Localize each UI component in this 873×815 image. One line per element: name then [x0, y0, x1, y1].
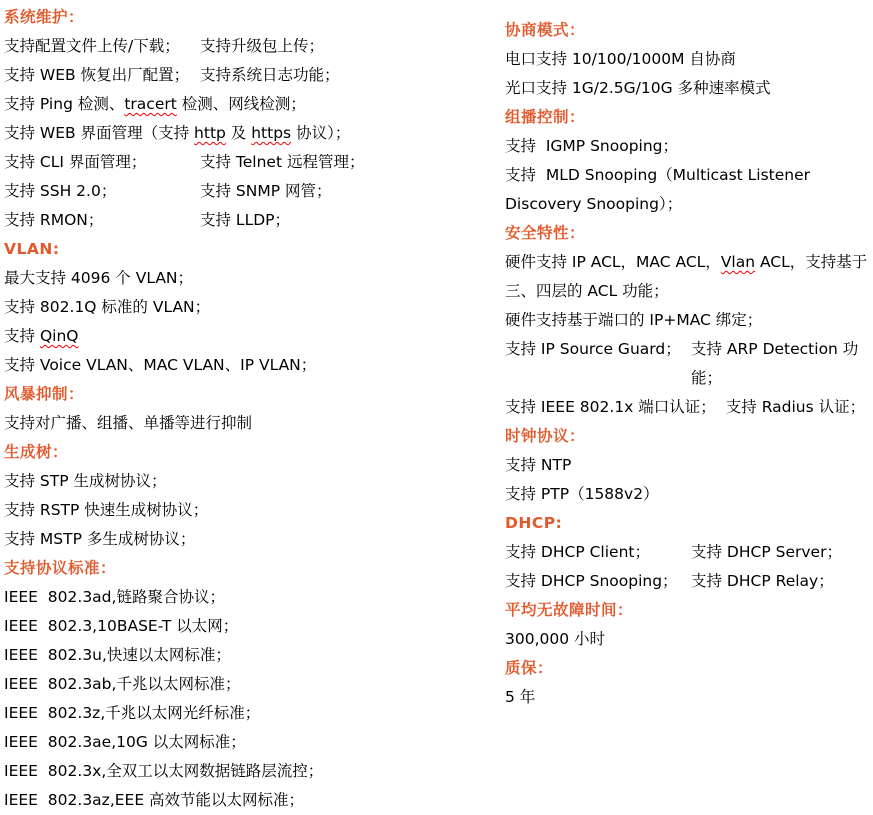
text-run: IEEE 802.3z,千兆以太网光纤标准；	[4, 704, 261, 722]
misspelled-word: Vlan	[720, 253, 756, 271]
section-header: 生成树：	[4, 443, 69, 461]
text-run: 支持 RSTP 快速生成树协议；	[4, 501, 209, 519]
spec-text	[505, 480, 659, 509]
spec-line	[505, 132, 871, 161]
text-run: 支持 CLI 界面管理；	[4, 153, 147, 171]
section-header: 组播控制：	[505, 108, 586, 126]
section-header: 质保：	[505, 659, 554, 677]
spec-text	[4, 757, 323, 786]
spec-text	[505, 161, 871, 219]
text-run: 支持 WEB 界面管理（支持	[4, 124, 195, 142]
spec-line	[505, 683, 871, 712]
spec-line	[4, 728, 460, 757]
spec-text	[4, 786, 304, 815]
text-run: 支持 NTP	[505, 456, 572, 474]
spec-line	[4, 496, 460, 525]
spec-section	[4, 235, 460, 380]
text-run: ACL，支持基于三、四层的 ACL 功能；	[505, 253, 868, 300]
spec-section	[4, 3, 460, 235]
spec-line	[4, 409, 460, 438]
spec-line	[4, 177, 460, 206]
section-header: DHCP:	[505, 514, 563, 532]
spec-line	[4, 293, 460, 322]
text-run: IEEE 802.3ad,链路聚合协议；	[4, 588, 225, 606]
text-run: 支持 SNMP 网管；	[200, 182, 332, 200]
spec-text	[4, 264, 193, 293]
text-run: IEEE 802.3ab,千兆以太网标准；	[4, 675, 241, 693]
spec-text	[505, 625, 605, 654]
text-run: 及	[225, 124, 252, 142]
text-run: 支持 Ping 检测、	[4, 95, 125, 113]
spec-line	[4, 148, 460, 177]
spec-text	[4, 496, 208, 525]
spec-line	[4, 467, 460, 496]
spec-section	[505, 219, 871, 422]
spec-text	[505, 567, 691, 596]
spec-line	[4, 699, 460, 728]
spec-section	[4, 554, 460, 815]
text-run: 支持 STP 生成树协议；	[4, 472, 167, 490]
text-run: 支持 RMON；	[4, 211, 104, 229]
spec-text	[505, 683, 535, 712]
text-run: 支持系统日志功能；	[200, 66, 340, 84]
text-run: 300,000 小时	[505, 630, 606, 648]
spec-text	[200, 148, 364, 177]
spec-text	[4, 728, 246, 757]
spec-text	[505, 335, 691, 364]
section-header: 风暴抑制：	[4, 385, 85, 403]
spec-text	[691, 567, 834, 596]
misspelled-word: https	[251, 124, 292, 142]
section-header: 平均无故障时间：	[505, 601, 634, 619]
spec-text	[4, 206, 200, 235]
text-run: 支持	[4, 327, 40, 345]
spec-text	[4, 90, 306, 119]
spec-line	[505, 45, 871, 74]
spec-line	[4, 786, 460, 815]
spec-section	[4, 380, 460, 438]
spec-text	[200, 61, 340, 90]
spec-section	[505, 596, 871, 654]
spec-column-right	[505, 16, 871, 712]
spec-line	[505, 451, 871, 480]
spec-line	[4, 264, 460, 293]
spec-column-left	[4, 3, 460, 815]
spec-line	[4, 612, 460, 641]
spec-text	[505, 45, 736, 74]
text-run: 支持 802.1Q 标准的 VLAN；	[4, 298, 211, 316]
text-run: 检测、网线检测；	[176, 95, 306, 113]
spec-section	[505, 654, 871, 712]
section-header: VLAN:	[4, 240, 60, 258]
spec-section	[505, 422, 871, 509]
spec-text	[4, 409, 252, 438]
text-run: 支持 Radius 认证；	[725, 398, 866, 416]
spec-line	[505, 480, 871, 509]
spec-text	[4, 119, 350, 148]
text-run: 支持 ARP Detection 功能；	[691, 340, 859, 387]
text-run: 协议）；	[291, 124, 351, 142]
spec-text	[505, 393, 726, 422]
spec-text	[200, 206, 290, 235]
spec-line	[4, 583, 460, 612]
spec-line	[505, 248, 871, 306]
text-run: 5 年	[505, 688, 536, 706]
text-run: IEEE 802.3,10BASE-T 以太网；	[4, 617, 239, 635]
text-run: 支持 SSH 2.0；	[4, 182, 117, 200]
spec-text	[4, 293, 210, 322]
spec-line	[4, 641, 460, 670]
spec-text	[4, 641, 231, 670]
spec-text	[4, 525, 195, 554]
spec-section	[505, 103, 871, 219]
spec-text	[4, 32, 200, 61]
text-run: 光口支持 1G/2.5G/10G 多种速率模式	[505, 79, 771, 97]
misspelled-word: QinQ	[39, 327, 79, 345]
section-header: 协商模式：	[505, 21, 586, 39]
text-run: 支持 IEEE 802.1x 端口认证；	[505, 398, 716, 416]
spec-text	[691, 538, 842, 567]
text-run: 支持 IP Source Guard；	[505, 340, 681, 358]
spec-text	[726, 393, 865, 422]
spec-text	[4, 177, 200, 206]
spec-text	[4, 322, 78, 351]
spec-text	[505, 132, 678, 161]
spec-text	[200, 177, 332, 206]
spec-line	[4, 525, 460, 554]
text-run: 支持 DHCP Relay；	[691, 572, 834, 590]
text-run: 支持 DHCP Server；	[691, 543, 842, 561]
text-run: 支持 MSTP 多生成树协议；	[4, 530, 196, 548]
spec-section	[505, 16, 871, 103]
text-run: 支持 DHCP Snooping；	[505, 572, 678, 590]
spec-text	[4, 148, 200, 177]
spec-line	[4, 90, 460, 119]
spec-line	[505, 306, 871, 335]
text-run: 支持 MLD Snooping（Multicast Listener Discovery Snooping）；	[505, 166, 815, 213]
spec-text	[200, 32, 324, 61]
spec-text	[505, 538, 691, 567]
spec-line	[505, 335, 871, 393]
spec-text	[4, 699, 260, 728]
spec-line	[4, 32, 460, 61]
text-run: 硬件支持基于端口的 IP+MAC 绑定；	[505, 311, 763, 329]
spec-text	[505, 74, 771, 103]
spec-text	[505, 248, 871, 306]
spec-text	[4, 61, 200, 90]
spec-text	[4, 670, 240, 699]
text-run: 支持 Voice VLAN、MAC VLAN、IP VLAN；	[4, 356, 317, 374]
spec-text	[4, 612, 238, 641]
text-run: 支持配置文件上传/下载；	[4, 37, 180, 55]
text-run: IEEE 802.3u,快速以太网标准；	[4, 646, 231, 664]
text-run: IEEE 802.3ae,10G 以太网标准；	[4, 733, 246, 751]
spec-line	[4, 206, 460, 235]
spec-line	[505, 538, 871, 567]
text-run: 支持 LLDP；	[200, 211, 290, 229]
text-run: IEEE 802.3az,EEE 高效节能以太网标准；	[4, 791, 305, 809]
misspelled-word: tracert	[124, 95, 177, 113]
spec-text	[505, 306, 762, 335]
spec-section	[4, 438, 460, 554]
spec-text	[4, 583, 225, 612]
spec-line	[505, 567, 871, 596]
spec-section	[505, 509, 871, 596]
spec-text	[505, 451, 571, 480]
text-run: 支持对广播、组播、单播等进行抑制	[4, 414, 253, 432]
spec-line	[4, 322, 460, 351]
text-run: 支持 WEB 恢复出厂配置；	[4, 66, 190, 84]
spec-line	[505, 393, 871, 422]
spec-text	[691, 335, 871, 393]
text-run: 支持 PTP（1588v2）	[505, 485, 659, 503]
text-run: 支持 IGMP Snooping；	[505, 137, 679, 155]
spec-line	[4, 670, 460, 699]
spec-line	[4, 61, 460, 90]
spec-text	[4, 351, 316, 380]
text-run: 最大支持 4096 个 VLAN；	[4, 269, 194, 287]
text-run: IEEE 802.3x,全双工以太网数据链路层流控；	[4, 762, 324, 780]
section-header: 支持协议标准：	[4, 559, 117, 577]
text-run: 电口支持 10/100/1000M 自协商	[505, 50, 736, 68]
section-header: 系统维护：	[4, 8, 85, 26]
spec-line	[4, 757, 460, 786]
text-run: 支持 DHCP Client；	[505, 543, 650, 561]
section-header: 时钟协议：	[505, 427, 586, 445]
spec-line	[505, 74, 871, 103]
spec-line	[4, 119, 460, 148]
misspelled-word: http	[194, 124, 226, 142]
spec-line	[505, 161, 871, 219]
text-run: 支持升级包上传；	[200, 37, 325, 55]
section-header: 安全特性：	[505, 224, 586, 242]
spec-line	[4, 351, 460, 380]
text-run: 支持 Telnet 远程管理；	[200, 153, 365, 171]
text-run: 硬件支持 IP ACL，MAC ACL，	[505, 253, 721, 271]
spec-line	[505, 625, 871, 654]
spec-text	[4, 467, 167, 496]
